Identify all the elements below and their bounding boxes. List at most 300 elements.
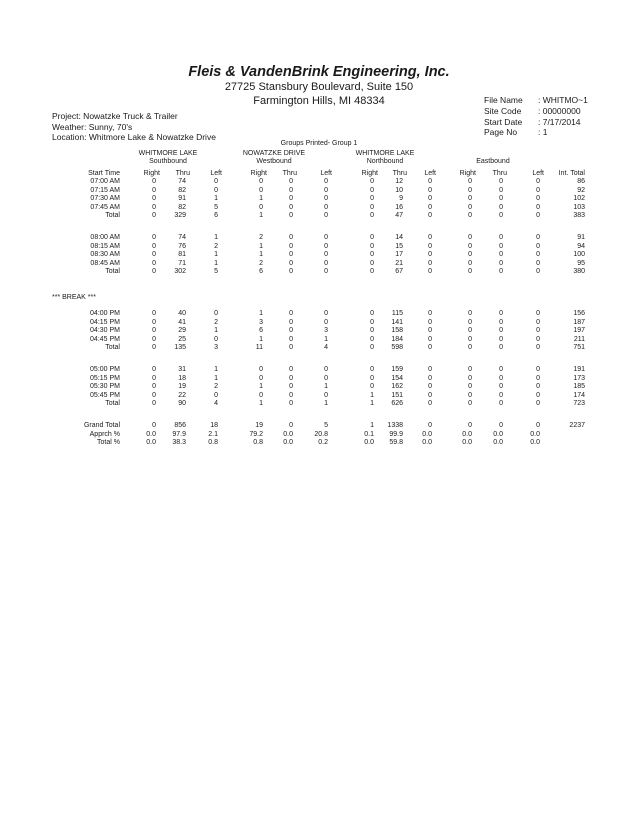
site-code-row <box>484 106 588 117</box>
table-cell: 0 <box>152 310 156 317</box>
approach-direction: Southbound <box>149 158 187 166</box>
table-cell: 0 <box>428 366 432 373</box>
address-line-1: 27725 Stansbury Boulevard, Suite 150 <box>224 81 414 93</box>
table-cell: 74 <box>178 178 186 185</box>
table-cell: 5 <box>214 268 218 275</box>
table-cell: 0 <box>499 374 503 382</box>
table-cell: 0 <box>289 234 293 241</box>
table-cell: 151 <box>391 391 403 399</box>
page-no-value: : 1 <box>538 127 548 138</box>
row-label: 07:30 AM <box>90 195 120 202</box>
table-cell: 0 <box>370 366 374 373</box>
approach-direction: Northbound <box>366 158 404 166</box>
column-header: Start Time <box>88 170 120 177</box>
company-title: Fleis & VandenBrink Engineering, Inc. <box>188 64 450 80</box>
column-header: Thru <box>282 170 297 177</box>
table-cell: 197 <box>573 327 585 334</box>
table-cell: 0.0 <box>146 430 156 438</box>
table-cell: 0 <box>428 212 432 219</box>
table-cell: 0 <box>289 374 293 382</box>
table-cell: 0.0 <box>462 430 472 438</box>
table-cell: 383 <box>573 212 585 219</box>
table-cell: 99.9 <box>389 430 403 438</box>
row-label: 07:45 AM <box>90 203 120 211</box>
table-cell: 0.0 <box>422 430 432 438</box>
table-cell: 0 <box>324 251 328 258</box>
column-header: Int. Total <box>558 170 585 177</box>
table-cell: 3 <box>259 318 263 326</box>
page-no-label: Page No <box>484 127 518 138</box>
table-cell: 1 <box>259 310 263 317</box>
column-header: Right <box>143 170 160 177</box>
table-cell: 1 <box>214 374 218 382</box>
approach-eastbound <box>448 150 538 167</box>
table-cell: 0 <box>468 203 472 211</box>
table-cell: 0 <box>289 186 293 194</box>
file-info <box>484 95 588 138</box>
table-cell: 1 <box>214 251 218 258</box>
table-cell: 0 <box>468 335 472 343</box>
table-cell: 0 <box>428 400 432 407</box>
table-cell: 1 <box>259 335 263 343</box>
table-cell: 0 <box>324 318 328 326</box>
table-cell: 1 <box>214 327 218 334</box>
table-cell: 626 <box>391 400 403 407</box>
table-cell: 141 <box>391 318 403 326</box>
table-cell: 184 <box>391 335 403 343</box>
table-cell: 0 <box>499 400 503 407</box>
table-cell: 0 <box>468 234 472 241</box>
table-cell: 1 <box>370 400 374 407</box>
table-cell: 0 <box>468 344 472 351</box>
table-cell: 0 <box>152 374 156 382</box>
table-cell: 0 <box>468 178 472 185</box>
table-cell: 0 <box>499 383 503 390</box>
table-cell: 0 <box>428 234 432 241</box>
row-label: 05:30 PM <box>90 383 120 390</box>
table-cell: 0 <box>152 366 156 373</box>
table-cell: 40 <box>178 310 186 317</box>
table-cell: 102 <box>573 195 585 202</box>
table-cell: 1 <box>214 259 218 267</box>
table-cell: 0.0 <box>493 430 503 438</box>
table-cell: 18 <box>178 374 186 382</box>
table-cell: 0 <box>428 344 432 351</box>
table-cell: 5 <box>214 203 218 211</box>
table-cell: 0 <box>468 383 472 390</box>
table-cell: 47 <box>395 212 403 219</box>
table-cell: 0 <box>289 318 293 326</box>
row-label: 04:30 PM <box>90 327 120 334</box>
table-cell: 0 <box>214 335 218 343</box>
approach-name: WHITMORE LAKE <box>355 150 415 157</box>
table-cell: 0 <box>370 327 374 334</box>
table-cell: 0 <box>214 391 218 399</box>
table-cell: 0 <box>324 234 328 241</box>
table-cell: 0 <box>370 335 374 343</box>
column-header: Left <box>210 170 222 177</box>
table-cell: 0 <box>370 310 374 317</box>
table-cell: 92 <box>577 186 585 194</box>
table-cell: 0 <box>324 374 328 382</box>
table-cell: 0 <box>324 391 328 399</box>
table-cell: 0 <box>499 234 503 241</box>
table-cell: 4 <box>324 344 328 351</box>
table-cell: 0 <box>428 310 432 317</box>
table-cell: 0.8 <box>253 439 263 446</box>
table-cell: 115 <box>391 310 403 317</box>
table-cell: 0 <box>259 203 263 211</box>
table-cell: 0 <box>289 422 293 429</box>
table-cell: 0 <box>152 344 156 351</box>
file-name-value: : WHITMO~1 <box>538 95 588 105</box>
table-cell: 90 <box>178 400 186 407</box>
column-header: Thru <box>492 170 507 177</box>
table-cell: 0 <box>499 310 503 317</box>
table-cell: 0.0 <box>530 430 540 438</box>
table-cell: 0 <box>289 268 293 275</box>
table-cell: 2 <box>214 242 218 250</box>
column-header: Thru <box>392 170 407 177</box>
table-cell: 0 <box>468 242 472 250</box>
table-cell: 91 <box>178 195 186 202</box>
table-cell: 31 <box>178 366 186 373</box>
table-cell: 0.0 <box>283 439 293 446</box>
break-label: *** BREAK *** <box>52 294 96 301</box>
approach-name: WHITMORE LAKE <box>138 150 198 157</box>
column-header: Left <box>320 170 332 177</box>
table-cell: 0 <box>428 327 432 334</box>
table-cell: 19 <box>255 422 263 429</box>
table-cell: 0 <box>499 251 503 258</box>
table-cell: 187 <box>573 318 585 326</box>
table-cell: 3 <box>324 327 328 334</box>
table-cell: 0 <box>428 422 432 429</box>
table-cell: 0.0 <box>364 439 374 446</box>
site-code-value: : 00000000 <box>538 105 581 116</box>
table-cell: 20.8 <box>314 430 328 438</box>
table-cell: 1 <box>214 195 218 202</box>
table-cell: 0 <box>536 327 540 334</box>
table-cell: 0.8 <box>208 439 218 446</box>
row-label: 08:00 AM <box>90 234 120 241</box>
table-cell: 0 <box>324 186 328 194</box>
approach-name: NOWATZKE DRIVE <box>242 150 306 157</box>
row-label: 04:00 PM <box>90 310 120 317</box>
table-cell: 0 <box>428 203 432 211</box>
table-cell: 4 <box>214 400 218 407</box>
table-cell: 0 <box>468 318 472 326</box>
row-label: 08:45 AM <box>90 259 120 267</box>
table-cell: 1 <box>214 234 218 241</box>
table-cell: 856 <box>174 422 186 429</box>
table-cell: 0 <box>536 383 540 390</box>
table-cell: 0 <box>536 234 540 241</box>
table-cell: 1 <box>259 383 263 390</box>
table-cell: 76 <box>178 242 186 250</box>
approach-direction: Westbound <box>256 158 292 166</box>
column-header: Left <box>424 170 436 177</box>
table-cell: 0 <box>468 186 472 194</box>
table-cell: 0 <box>370 178 374 185</box>
location-line: Location: Whitmore Lake & Nowatzke Drive <box>52 132 216 142</box>
table-cell: 0 <box>289 310 293 317</box>
column-header: Right <box>459 170 476 177</box>
table-cell: 100 <box>573 251 585 258</box>
table-cell: 0 <box>468 195 472 202</box>
table-cell: 0 <box>536 422 540 429</box>
table-cell: 0 <box>499 186 503 194</box>
table-cell: 0 <box>152 203 156 211</box>
table-cell: 0 <box>428 186 432 194</box>
table-cell: 156 <box>573 310 585 317</box>
table-cell: 0 <box>536 268 540 275</box>
table-cell: 0 <box>536 400 540 407</box>
table-cell: 0 <box>152 268 156 275</box>
approach-southbound <box>128 150 208 167</box>
file-name-label: File Name <box>484 95 523 105</box>
table-cell: 0 <box>259 178 263 185</box>
table-cell: 0.0 <box>283 430 293 438</box>
table-cell: 18 <box>210 422 218 429</box>
table-cell: 6 <box>259 327 263 334</box>
table-cell: 329 <box>174 212 186 219</box>
table-cell: 0 <box>289 203 293 211</box>
weather-line: Weather: Sunny, 70's <box>52 121 133 132</box>
table-cell: 97.9 <box>172 430 186 438</box>
table-cell: 82 <box>178 186 186 194</box>
table-cell: 74 <box>178 234 186 241</box>
table-cell: 0 <box>370 259 374 267</box>
table-cell: 1 <box>259 212 263 219</box>
table-cell: 0 <box>370 268 374 275</box>
row-label: 08:15 AM <box>90 242 120 250</box>
row-label: Apprch % <box>89 430 120 438</box>
table-cell: 0 <box>289 391 293 399</box>
table-cell: 0 <box>152 259 156 267</box>
table-cell: 0 <box>428 318 432 326</box>
table-cell: 22 <box>178 391 186 399</box>
table-cell: 10 <box>395 186 403 194</box>
table-cell: 0 <box>324 212 328 219</box>
table-cell: 0 <box>536 374 540 382</box>
column-header: Left <box>532 170 544 177</box>
address-line-2: Farmington Hills, MI 48334 <box>253 95 385 107</box>
table-cell: 0 <box>370 195 374 202</box>
table-cell: 79.2 <box>249 430 263 438</box>
table-cell: 0.0 <box>146 439 156 446</box>
approach-direction: Eastbound <box>476 158 510 166</box>
table-cell: 0 <box>468 422 472 429</box>
table-cell: 0 <box>289 344 293 351</box>
table-cell: 6 <box>214 212 218 219</box>
table-cell: 191 <box>573 366 585 373</box>
table-cell: 94 <box>577 242 585 250</box>
approach-northbound <box>340 150 430 167</box>
table-cell: 12 <box>395 178 403 185</box>
table-cell: 2237 <box>569 422 585 429</box>
table-cell: 0 <box>152 234 156 241</box>
table-cell: 86 <box>577 178 585 185</box>
table-cell: 0.2 <box>318 439 328 446</box>
table-cell: 1 <box>259 251 263 258</box>
table-cell: 0.0 <box>462 439 472 446</box>
row-label: 07:15 AM <box>90 186 120 194</box>
table-cell: 0 <box>370 383 374 390</box>
table-cell: 0 <box>324 259 328 267</box>
table-cell: 2 <box>259 234 263 241</box>
table-cell: 0 <box>152 391 156 399</box>
table-cell: 0 <box>289 251 293 258</box>
table-cell: 0 <box>370 203 374 211</box>
table-cell: 0 <box>289 178 293 185</box>
table-cell: 1 <box>324 335 328 343</box>
table-cell: 0 <box>289 400 293 407</box>
table-cell: 41 <box>178 318 186 326</box>
table-cell: 135 <box>174 344 186 351</box>
table-cell: 0.0 <box>493 439 503 446</box>
table-cell: 0 <box>428 195 432 202</box>
table-cell: 0 <box>536 344 540 351</box>
project-line: Project: Nowatzke Truck & Trailer <box>52 111 178 121</box>
table-cell: 0 <box>468 259 472 267</box>
groups-printed: Groups Printed- Group 1 <box>280 140 358 147</box>
table-cell: 173 <box>573 374 585 382</box>
table-cell: 19 <box>178 383 186 390</box>
table-cell: 0.0 <box>422 439 432 446</box>
table-cell: 0 <box>536 251 540 258</box>
table-cell: 158 <box>391 327 403 334</box>
row-label: 08:30 AM <box>90 251 120 258</box>
table-cell: 0 <box>259 366 263 373</box>
column-header: Thru <box>175 170 190 177</box>
table-cell: 0 <box>289 383 293 390</box>
table-cell: 0 <box>152 195 156 202</box>
table-cell: 0 <box>259 374 263 382</box>
row-label: Grand Total <box>83 422 120 429</box>
start-date-row <box>484 117 588 128</box>
table-cell: 59.8 <box>389 439 403 446</box>
table-cell: 0.1 <box>364 430 374 438</box>
table-cell: 174 <box>573 391 585 399</box>
column-header: Right <box>361 170 378 177</box>
approach-name <box>448 150 538 158</box>
table-cell: 0 <box>499 259 503 267</box>
start-date-label: Start Date <box>484 116 523 127</box>
table-cell: 211 <box>573 335 585 343</box>
table-cell: 0 <box>428 268 432 275</box>
column-header: Right <box>250 170 267 177</box>
table-cell: 0 <box>468 310 472 317</box>
table-cell: 0 <box>370 242 374 250</box>
table-cell: 0 <box>499 178 503 185</box>
table-cell: 0 <box>324 310 328 317</box>
table-cell: 1 <box>324 400 328 407</box>
table-cell: 0 <box>499 318 503 326</box>
table-cell: 0 <box>370 234 374 241</box>
table-cell: 14 <box>395 234 403 241</box>
table-cell: 11 <box>255 344 263 351</box>
row-label: 04:45 PM <box>90 335 120 343</box>
page-no-row <box>484 127 588 138</box>
table-cell: 2 <box>214 318 218 326</box>
table-cell: 0 <box>468 400 472 407</box>
table-cell: 0 <box>428 259 432 267</box>
table-cell: 16 <box>395 203 403 211</box>
table-cell: 751 <box>573 344 585 351</box>
table-cell: 598 <box>391 344 403 351</box>
row-label: Total <box>105 400 120 407</box>
row-label: Total % <box>97 439 120 446</box>
table-cell: 82 <box>178 203 186 211</box>
table-cell: 0 <box>536 195 540 202</box>
table-cell: 0 <box>536 318 540 326</box>
table-cell: 0 <box>428 374 432 382</box>
table-cell: 0 <box>152 335 156 343</box>
table-cell: 0 <box>428 391 432 399</box>
table-cell: 0 <box>428 383 432 390</box>
table-cell: 0 <box>536 335 540 343</box>
table-cell: 0 <box>289 366 293 373</box>
table-cell: 95 <box>577 259 585 267</box>
table-cell: 0 <box>468 268 472 275</box>
table-cell: 0 <box>468 212 472 219</box>
row-label: 05:15 PM <box>90 374 120 382</box>
table-cell: 0 <box>536 366 540 373</box>
table-cell: 0 <box>152 186 156 194</box>
table-cell: 1 <box>370 422 374 429</box>
table-cell: 0 <box>428 251 432 258</box>
table-cell: 380 <box>573 268 585 275</box>
table-cell: 0 <box>468 251 472 258</box>
table-cell: 0 <box>324 242 328 250</box>
table-cell: 0 <box>499 212 503 219</box>
table-cell: 0 <box>289 212 293 219</box>
table-cell: 6 <box>259 268 263 275</box>
table-cell: 185 <box>573 383 585 390</box>
table-cell: 0 <box>499 335 503 343</box>
table-cell: 17 <box>395 251 403 258</box>
table-cell: 15 <box>395 242 403 250</box>
table-cell: 67 <box>395 268 403 275</box>
table-cell: 1 <box>259 195 263 202</box>
row-label: 07:00 AM <box>90 178 120 185</box>
table-cell: 25 <box>178 335 186 343</box>
table-cell: 0 <box>370 374 374 382</box>
table-cell: 0 <box>428 242 432 250</box>
table-cell: 1 <box>259 400 263 407</box>
table-cell: 302 <box>174 268 186 275</box>
table-cell: 0 <box>468 391 472 399</box>
table-cell: 0 <box>214 310 218 317</box>
table-cell: 0 <box>324 203 328 211</box>
table-cell: 2 <box>214 383 218 390</box>
start-date-value: : 7/17/2014 <box>538 116 581 127</box>
row-label: 04:15 PM <box>90 318 120 326</box>
table-cell: 0 <box>536 178 540 185</box>
table-cell: 0 <box>536 310 540 317</box>
table-cell: 29 <box>178 327 186 334</box>
table-cell: 0 <box>370 318 374 326</box>
table-cell: 0 <box>289 242 293 250</box>
table-cell: 0 <box>289 335 293 343</box>
table-cell: 0 <box>499 195 503 202</box>
table-cell: 0 <box>289 195 293 202</box>
table-cell: 0 <box>499 391 503 399</box>
table-cell: 0 <box>152 383 156 390</box>
approach-westbound <box>228 150 320 167</box>
table-cell: 2 <box>259 259 263 267</box>
